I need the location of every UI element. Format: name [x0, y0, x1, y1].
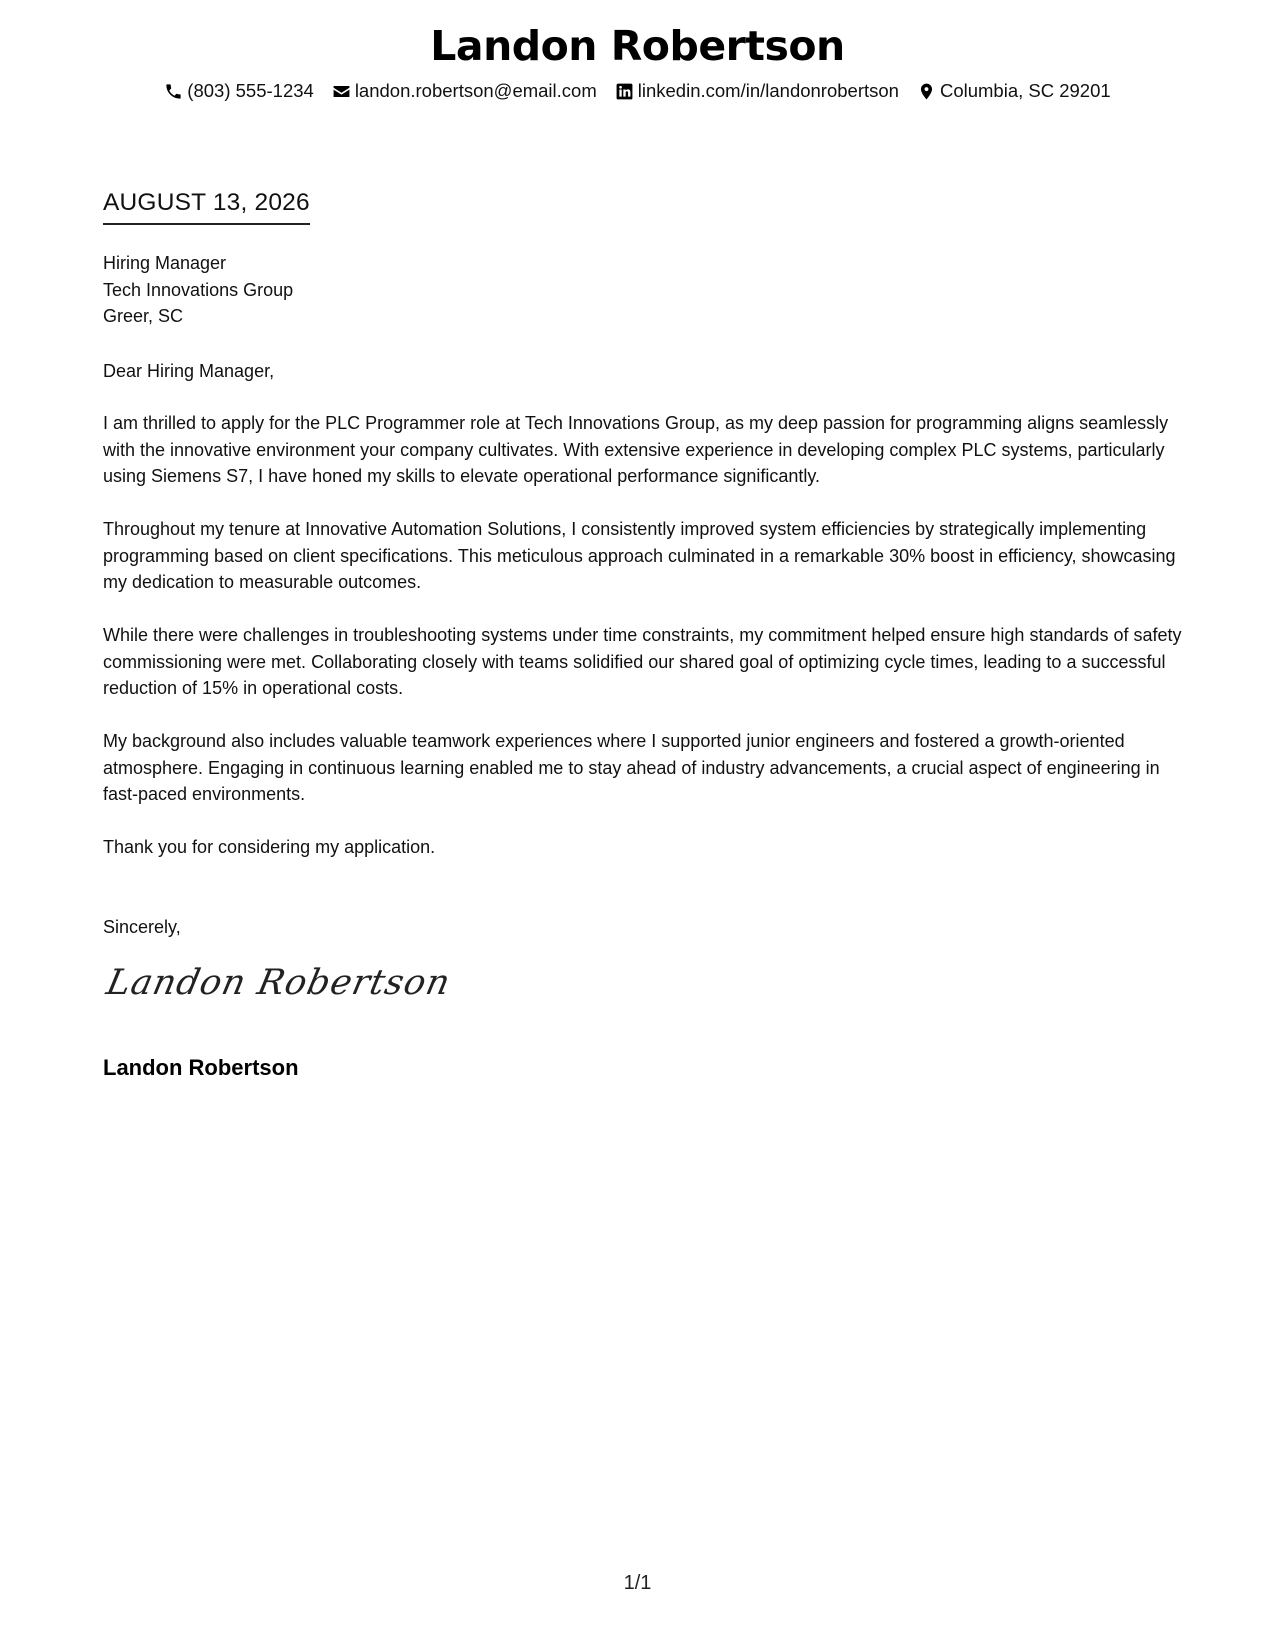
- location-text: Columbia, SC 29201: [939, 80, 1111, 101]
- recipient-title: Hiring Manager: [103, 253, 227, 273]
- phone-text: (803) 555-1234: [187, 80, 314, 101]
- signer-name: Landon Robertson: [103, 1055, 299, 1080]
- contact-location: [917, 80, 1111, 102]
- linkedin-icon: [615, 82, 634, 101]
- contact-linkedin: [615, 80, 899, 102]
- handwritten-signature: Landon Robertson: [103, 963, 455, 1003]
- phone-icon: [164, 82, 183, 101]
- closing-line: Sincerely,: [103, 917, 181, 937]
- body-paragraph-3: While there were challenges in troubleshooting systems under time constraints, my commitment helped ensure high standards of safety commissioning were met. Collaborating closely with teams solidified our shared goal of optimizing cycle times, leading to a successful reduction of 15% in operational costs.: [103, 625, 1182, 698]
- envelope-icon: [332, 82, 351, 101]
- recipient-company: Tech Innovations Group: [103, 279, 294, 300]
- body-paragraph-1: I am thrilled to apply for the PLC Programmer role at Tech Innovations Group, as my deep passion for programming aligns seamlessly with the innovative environment your company cultivates. With extensive experience in developing complex PLC systems, particularly using Siemens S7, I have honed my skills to elevate operational performance significantly.: [103, 413, 1169, 486]
- map-pin-icon: [917, 82, 936, 101]
- recipient-block: [103, 250, 293, 330]
- body-paragraph-2: Throughout my tenure at Innovative Automation Solutions, I consistently improved system efficiencies by strategically implementing programming based on client specifications. This meticulous approach culminated in a remarkable 30% boost in efficiency, showcasing my dedication to measurable outcomes.: [103, 519, 1176, 592]
- recipient-location: Greer, SC: [103, 306, 184, 326]
- contact-phone: [164, 80, 314, 102]
- body-paragraph-4: My background also includes valuable teamwork experiences where I supported junior engineers and fostered a growth-oriented atmosphere. Engaging in continuous learning enabled me to stay ahead of industry advancements, a crucial aspect of engineering in fast-paced environments.: [103, 731, 1160, 804]
- thanks-line: Thank you for considering my application.: [103, 837, 436, 857]
- page-number: 1/1: [623, 1572, 652, 1594]
- contact-email: [332, 80, 597, 102]
- letter-date: AUGUST 13, 2026: [103, 189, 310, 225]
- linkedin-text: linkedin.com/in/landonrobertson: [637, 80, 899, 101]
- applicant-name: Landon Robertson: [430, 22, 845, 70]
- salutation: Dear Hiring Manager,: [103, 361, 275, 381]
- contact-bar: [0, 80, 1275, 102]
- email-text: landon.robertson@email.com: [354, 80, 597, 101]
